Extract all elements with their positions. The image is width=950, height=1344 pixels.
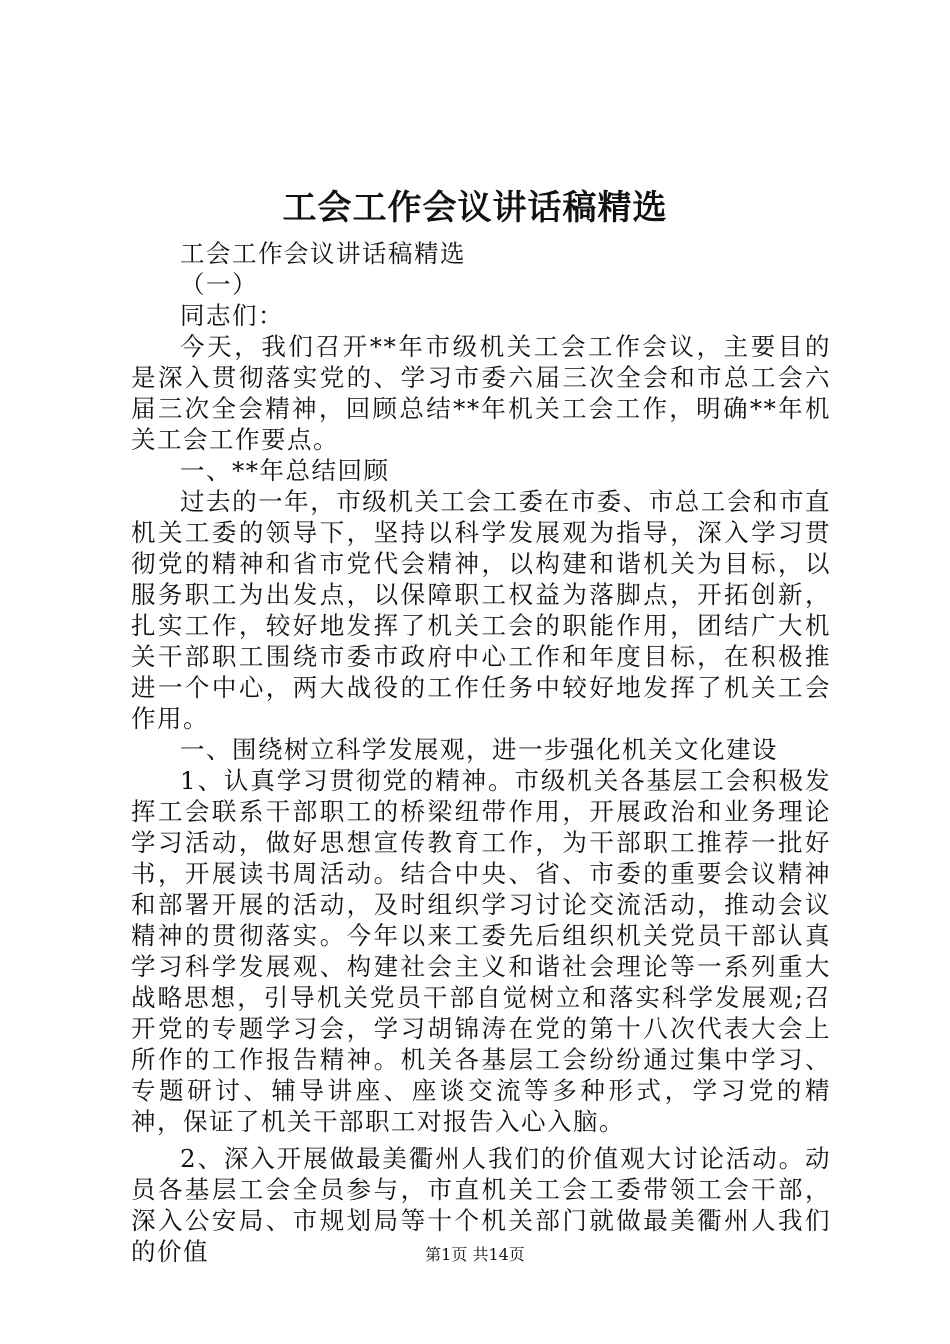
- document-title: 工会工作会议讲话稿精选: [282, 188, 668, 228]
- salutation: 同志们：: [180, 301, 284, 330]
- paragraph: 今天，我们召开**年市级机关工会工作会议，主要目的是深入贯彻落实党的、学习市委六届三次全会和市总工会六届三次全会精神，回顾总结**年机关工会工作，明确**年机关工会工作要点。: [131, 332, 831, 454]
- section-heading: 一、**年总结回顾: [180, 456, 390, 485]
- subtitle-paragraph: 工会工作会议讲话稿精选: [180, 239, 466, 268]
- section-heading: 一、围绕树立科学发展观，进一步强化机关文化建设: [180, 735, 778, 764]
- document-body: [131, 238, 831, 1267]
- section-number: （一）: [180, 270, 258, 299]
- paragraph: 1、认真学习贯彻党的精神。市级机关各基层工会积极发挥工会联系干部职工的桥梁纽带作用，开展政治和业务理论学习活动，做好思想宣传教育工作，为干部职工推荐一批好书，开展读书周活动。结合中央、省、市委的重要会议精神和部署开展的活动，及时组织学习讨论交流活动，推动会议精神的贯彻落实。今年以来工委先后组织机关党员干部认真学习科学发展观、构建社会主义和谐社会理论等一系列重大战略思想，引导机关党员干部自觉树立和落实科学发展观;召开党的专题学习会，学习胡锦涛在党的第十八次代表大会上所作的工作报告精神。机关各基层工会纷纷通过集中学习、专题研讨、辅导讲座、座谈交流等多种形式，学习党的精神，保证了机关干部职工对报告入心入脑。: [131, 766, 831, 1136]
- paragraph: 过去的一年，市级机关工会工委在市委、市总工会和市直机关工委的领导下，坚持以科学发展观为指导，深入学习贯彻党的精神和省市党代会精神，以构建和谐机关为目标，以服务职工为出发点，以保障职工权益为落脚点，开拓创新，扎实工作，较好地发挥了机关工会的职能作用，团结广大机关干部职工围绕市委市政府中心工作和年度目标，在积极推进一个中心，两大战役的工作任务中较好地发挥了机关工会作用。: [131, 487, 831, 733]
- paragraph: 2、深入开展做最美衢州人我们的价值观大讨论活动。动员各基层工会全员参与，市直机关工会工委带领工会干部，深入公安局、市规划局等十个机关部门就做最美衢州人我们的价值: [131, 1144, 831, 1266]
- page-footer: 第1页 共14页: [425, 1245, 525, 1264]
